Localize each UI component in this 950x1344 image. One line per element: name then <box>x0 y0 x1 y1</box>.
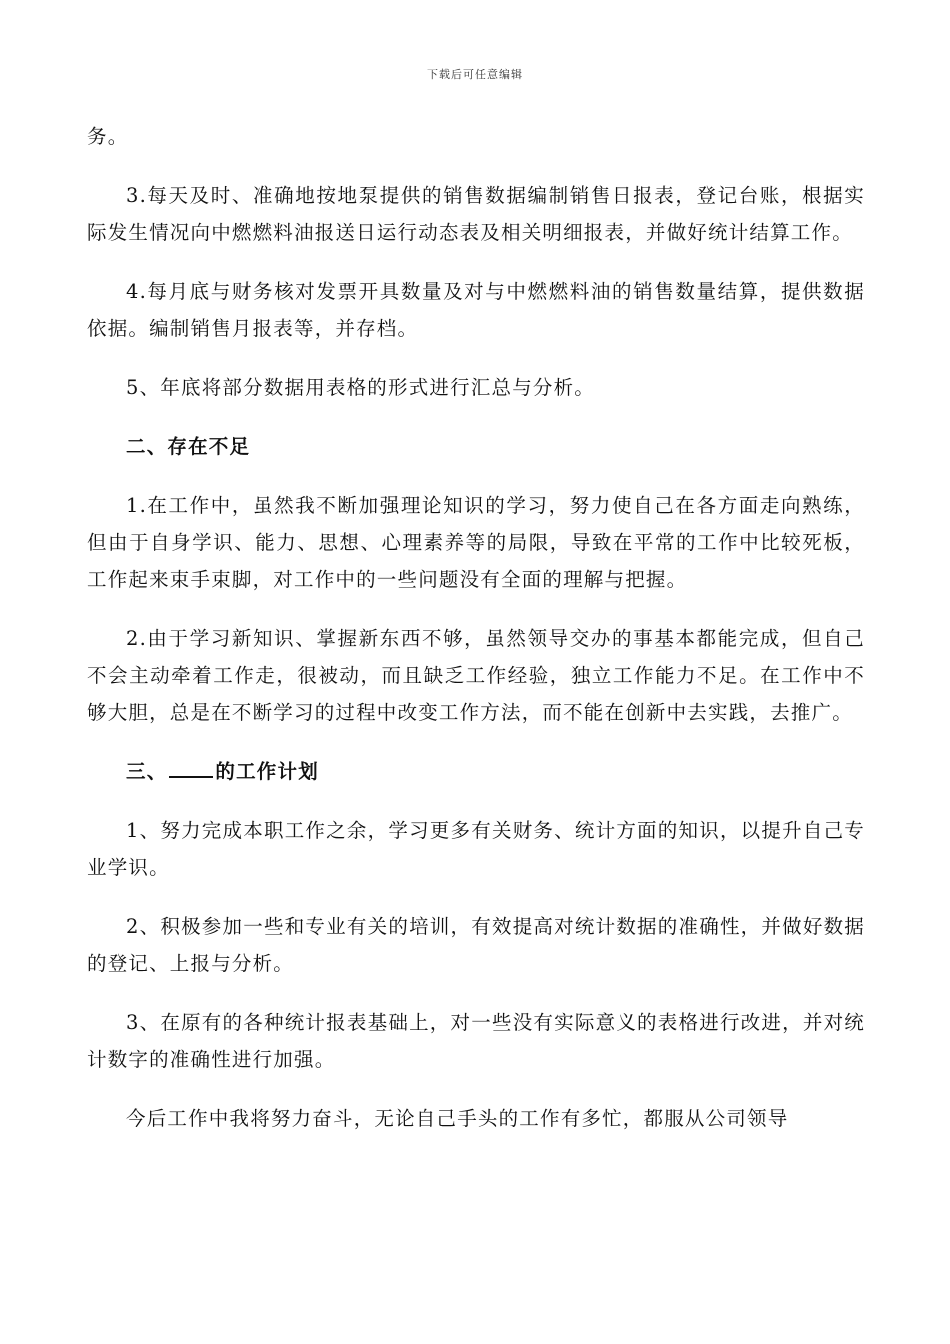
section-heading: 二、存在不足 <box>126 435 251 458</box>
paragraph: 4.每月底与财务核对发票开具数量及对与中燃燃料油的销售数量结算，提供数据依据。编制销售月报表等，并存档。 <box>87 280 865 340</box>
paragraph: 2.由于学习新知识、掌握新东西不够，虽然领导交办的事基本都能完成，但自己不会主动牵着工作走，很被动，而且缺乏工作经验，独立工作能力不足。在工作中不够大胆，总是在不断学习的过程中改变工作方法，而不能在创新中去实践，去推广。 <box>87 627 865 724</box>
paragraph: 2、积极参加一些和专业有关的培训，有效提高对统计数据的准确性，并做好数据的登记、上报与分析。 <box>87 915 865 975</box>
paragraph: 1、努力完成本职工作之余，学习更多有关财务、统计方面的知识，以提升自己专业学识。 <box>87 819 865 879</box>
document-body <box>87 118 865 1159</box>
page-header: 下载后可任意编辑 <box>427 68 523 81</box>
paragraph: 3、在原有的各种统计报表基础上，对一些没有实际意义的表格进行改进，并对统计数字的准确性进行加强。 <box>87 1011 865 1071</box>
paragraph: 1.在工作中，虽然我不断加强理论知识的学习，努力使自己在各方面走向熟练，但由于自身学识、能力、思想、心理素养等的局限，导致在平常的工作中比较死板，工作起来束手束脚，对工作中的一些问题没有全面的理解与把握。 <box>87 494 865 591</box>
fill-in-blank <box>169 758 213 778</box>
heading-suffix: 的工作计划 <box>215 760 319 783</box>
paragraph: 务。 <box>87 125 129 148</box>
paragraph: 今后工作中我将努力奋斗，无论自己手头的工作有多忙，都服从公司领导 <box>126 1107 789 1130</box>
heading-prefix: 三、 <box>126 760 168 783</box>
paragraph: 3.每天及时、准确地按地泵提供的销售数据编制销售日报表，登记台账，根据实际发生情况向中燃燃料油报送日运行动态表及相关明细报表，并做好统计结算工作。 <box>87 184 865 244</box>
section-heading <box>87 753 865 790</box>
paragraph: 5、年底将部分数据用表格的形式进行汇总与分析。 <box>126 376 596 399</box>
